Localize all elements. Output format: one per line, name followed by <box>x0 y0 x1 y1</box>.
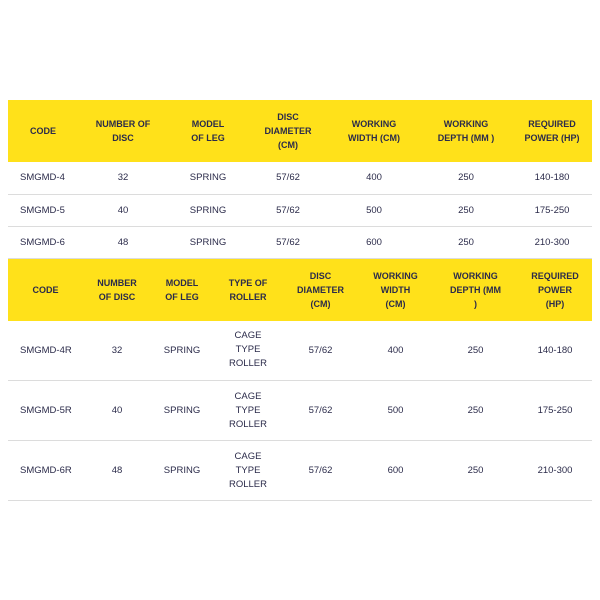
table-cell: 210-300 <box>537 465 573 476</box>
table-cell: SMGMD-6R <box>20 465 72 476</box>
table-cell-line: ROLLER <box>228 418 267 430</box>
table-cell: SMGMD-4 <box>20 172 65 184</box>
column-header-line: DISC <box>309 270 332 281</box>
column-header-line: DEPTH (MM <box>450 284 501 295</box>
table-cell: 500 <box>366 204 382 216</box>
column-header-line: NUMBER OF <box>95 119 151 129</box>
table-cell: 57/62 <box>308 344 333 356</box>
table-cell: 32 <box>117 172 129 184</box>
table-cell: SMGMD-5R <box>20 405 72 416</box>
table-cell: SPRING <box>163 344 201 356</box>
column-header-line: WORKING <box>453 270 498 281</box>
table-cell-line: ROLLER <box>228 358 267 370</box>
column-header-line: WORKING <box>443 119 489 129</box>
table-cell: 57/62 <box>308 465 333 476</box>
column-header-line: (CM) <box>310 298 331 309</box>
table-cell: 175-250 <box>537 405 573 416</box>
column-header-line: OF LEG <box>191 133 225 143</box>
column-header-line: ) <box>474 298 477 309</box>
table-cell: 210-300 <box>534 236 570 248</box>
column-header-line: DEPTH (MM ) <box>437 133 495 143</box>
table-cell: SMGMD-5 <box>20 204 65 216</box>
column-header <box>512 100 592 162</box>
column-header <box>283 259 358 321</box>
column-header <box>328 100 420 162</box>
table-cell: 57/62 <box>308 405 333 416</box>
spec-table-roller <box>8 259 592 502</box>
table-cell-line: TYPE <box>235 344 261 356</box>
column-header-line: REQUIRED <box>528 119 576 129</box>
column-header <box>8 259 83 321</box>
table-cell-line: TYPE <box>235 404 261 416</box>
table-cell: 175-250 <box>534 204 570 216</box>
table-cell: 140-180 <box>537 344 573 356</box>
table-row <box>8 162 592 194</box>
column-header <box>213 259 283 321</box>
column-header-line: MODEL <box>165 277 199 288</box>
table-cell: 57/62 <box>276 204 300 216</box>
column-header-line: POWER (HP) <box>524 133 580 143</box>
table-cell: SPRING <box>163 465 201 476</box>
table-cell: 400 <box>387 344 404 356</box>
column-header-line: (HP) <box>545 298 565 309</box>
table-cell-line: CAGE <box>234 390 262 402</box>
table-cell <box>213 321 283 381</box>
table-row <box>8 381 592 441</box>
column-header-line: WIDTH <box>380 284 411 295</box>
column-header-line: POWER <box>537 284 572 295</box>
column-header-line: NUMBER <box>97 277 137 288</box>
column-header-line: DISC <box>277 112 299 122</box>
column-header-line: WORKING <box>373 270 418 281</box>
column-header <box>420 100 512 162</box>
table-row <box>8 441 592 501</box>
table-cell <box>213 381 283 441</box>
table-cell: 57/62 <box>276 236 300 248</box>
table-cell: 250 <box>467 405 484 416</box>
table-cell: SPRING <box>189 172 227 184</box>
column-header <box>358 259 433 321</box>
column-header <box>248 100 328 162</box>
spec-table-standard <box>8 100 592 259</box>
column-header <box>83 259 151 321</box>
column-header <box>518 259 592 321</box>
column-header-line: MODEL <box>191 119 225 129</box>
table-header-row <box>8 259 592 321</box>
table-row <box>8 194 592 226</box>
spec-tables <box>8 100 592 501</box>
column-header-line: OF LEG <box>165 291 199 302</box>
table-cell: 250 <box>467 465 484 476</box>
table-cell: SPRING <box>189 236 227 248</box>
column-header-line: WORKING <box>351 119 397 129</box>
table-cell-line: CAGE <box>234 330 262 342</box>
table-cell: 57/62 <box>276 172 300 184</box>
column-header <box>78 100 168 162</box>
column-header <box>433 259 518 321</box>
table-cell: SMGMD-4R <box>20 344 72 356</box>
table-header-row <box>8 100 592 162</box>
column-header-line: REQUIRED <box>531 270 579 281</box>
table-cell: 250 <box>467 344 484 356</box>
table-cell-line: TYPE <box>235 464 261 476</box>
table-cell: 500 <box>387 405 404 416</box>
table-cell: SPRING <box>189 204 227 216</box>
table-cell: 140-180 <box>534 172 570 184</box>
table-cell: 400 <box>366 172 382 184</box>
table-row <box>8 321 592 381</box>
column-header-line: TYPE OF <box>228 277 268 288</box>
table-cell-line: ROLLER <box>228 478 267 490</box>
column-header-line: WIDTH (CM) <box>348 133 400 143</box>
column-header-line: DIAMETER <box>264 126 312 136</box>
table-cell: SPRING <box>163 405 201 416</box>
column-header-line: CODE <box>29 126 56 136</box>
table-cell: 250 <box>458 236 474 248</box>
column-header-line: ROLLER <box>229 291 267 302</box>
table-cell: 48 <box>111 465 123 476</box>
column-header-line: DIAMETER <box>297 284 344 295</box>
table-cell: 600 <box>366 236 382 248</box>
column-header <box>168 100 248 162</box>
table-cell: 48 <box>117 236 129 248</box>
table-cell-line: CAGE <box>234 450 262 462</box>
table-cell: SMGMD-6 <box>20 236 65 248</box>
table-cell: 40 <box>111 405 123 416</box>
table-cell: 600 <box>387 465 404 476</box>
table-cell: 32 <box>111 344 123 356</box>
column-header <box>8 100 78 162</box>
column-header-line: (CM) <box>385 298 406 309</box>
table-cell: 250 <box>458 172 474 184</box>
column-header-line: (CM) <box>278 140 298 150</box>
table-cell <box>213 441 283 501</box>
column-header-line: DISC <box>112 133 134 143</box>
column-header <box>151 259 213 321</box>
table-row <box>8 226 592 258</box>
table-cell: 40 <box>117 204 129 216</box>
column-header-line: CODE <box>32 284 59 295</box>
column-header-line: OF DISC <box>98 291 136 302</box>
table-cell: 250 <box>458 204 474 216</box>
